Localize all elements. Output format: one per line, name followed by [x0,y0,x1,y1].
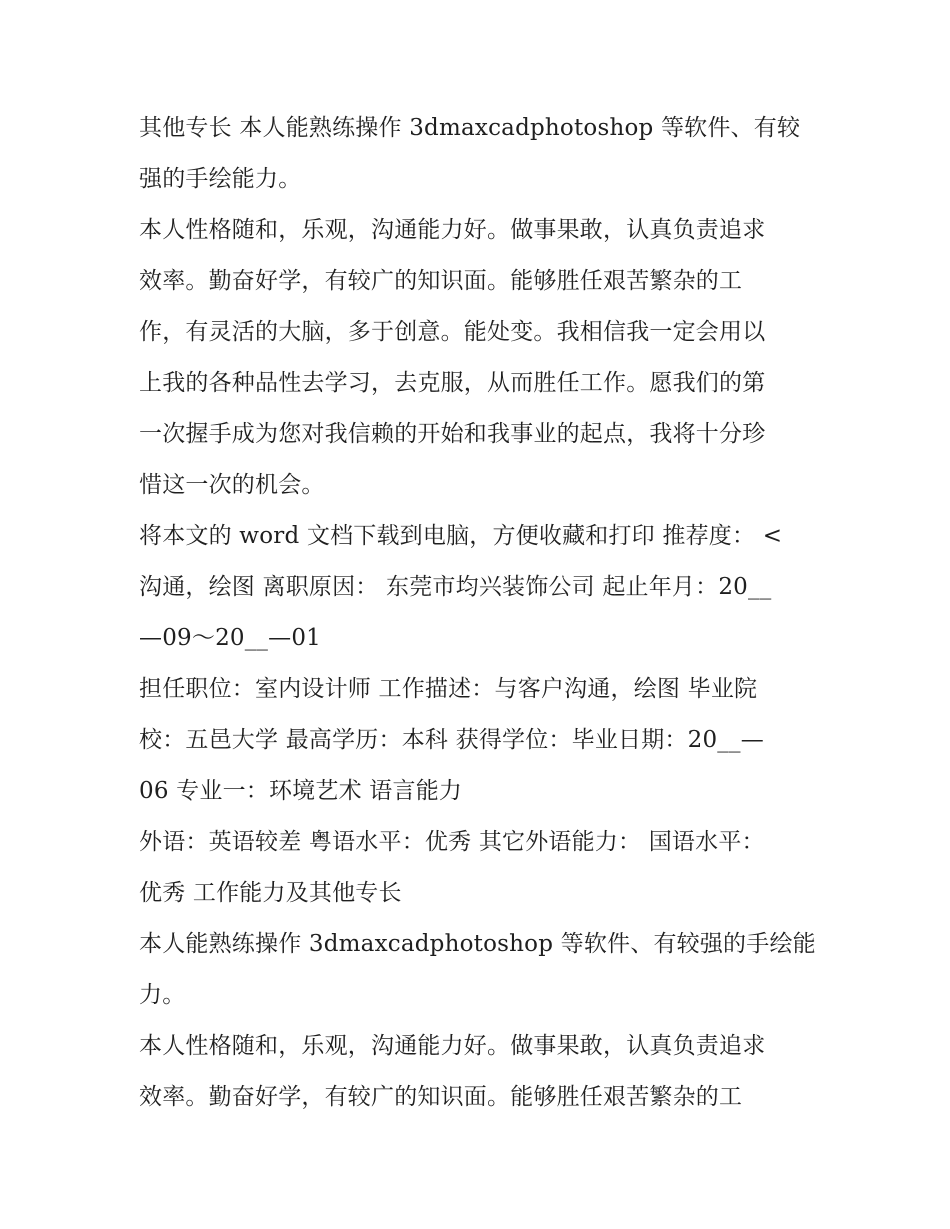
paragraph-personality-repeat [139,1021,819,1123]
text-line: 将本文的 word 文档下载到电脑，方便收藏和打印 推荐度： < [139,523,783,549]
text-line: 作，有灵活的大脑，多于创意。能处变。我相信我一定会用以 [139,319,766,345]
text-line: 力。 [139,982,186,1008]
text-line: 外语：英语较差 粤语水平：优秀 其它外语能力： 国语水平： [139,829,765,855]
text-line: 优秀 工作能力及其他专长 [139,880,402,906]
text-line: 惜这一次的机会。 [139,472,325,498]
text-line: 效率。勤奋好学，有较广的知识面。能够胜任艰苦繁杂的工 [139,1084,743,1110]
text-line: 本人能熟练操作 3dmaxcadphotoshop 等软件、有较强的手绘能 [139,931,816,957]
text-line: 本人性格随和，乐观，沟通能力好。做事果敢，认真负责追求 [139,1033,766,1059]
text-line: 沟通，绘图 离职原因： 东莞市均兴装饰公司 起止年月：20__ [139,574,772,600]
text-line: 一次握手成为您对我信赖的开始和我事业的起点，我将十分珍 [139,421,766,447]
document-body [139,103,819,1123]
text-line: 上我的各种品性去学习，去克服，从而胜任工作。愿我们的第 [139,370,766,396]
text-line: 强的手绘能力。 [139,166,302,192]
paragraph-download-and-work-history [139,511,819,664]
text-line: 其他专长 本人能熟练操作 3dmaxcadphotoshop 等软件、有较 [139,115,801,141]
text-line: —09～20__—01 [139,625,321,651]
text-line: 校：五邑大学 最高学历：本科 获得学位：毕业日期：20__— [139,727,764,753]
text-line: 本人性格随和，乐观，沟通能力好。做事果敢，认真负责追求 [139,217,766,243]
paragraph-languages [139,817,819,919]
paragraph-other-skills [139,103,819,205]
text-line: 担任职位：室内设计师 工作描述：与客户沟通，绘图 毕业院 [139,676,758,702]
paragraph-software-skills [139,919,819,1021]
text-line: 效率。勤奋好学，有较广的知识面。能够胜任艰苦繁杂的工 [139,268,743,294]
paragraph-position-education [139,664,819,817]
paragraph-personality [139,205,819,511]
text-line: 06 专业一：环境艺术 语言能力 [139,778,463,804]
